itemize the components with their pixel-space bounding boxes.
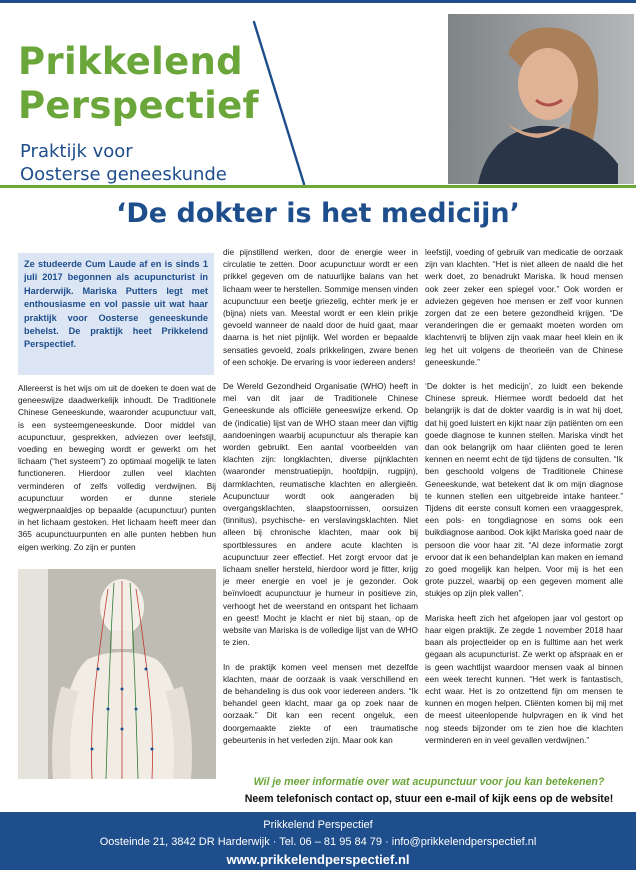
acupuncture-model-photo	[18, 569, 216, 779]
intro-lead: Ze studeerde Cum Laude af en is sinds 1 juli 2017 begonnen als acupuncturist in Harderwijk. Mariska Putters legt met enthousiasme en vol passie uit wat haar praktijk voor Oosterse geneeskunde behelst. De praktijk heet Prikkelend Perspectief.	[18, 253, 214, 375]
column3-paragraph-1: leefstijl, voeding of gebruik van medicatie de oorzaak zijn van klachten. “Het is niet alleen de naald die het werk doet, zo benadrukt Mariska. Ik houd mensen ook zeer zeker een spiegel voor.” Ook worden er adviezen gegeven hoe mensen er zelf voor kunnen zorgen dat ze een betere gezondheid krijgen. “De veranderingen die er gemaakt moeten worden om klachtenvrij te blijven zijn vaak maar heel klein en ik leg het uit volgens de theorieën van de Chinese geneeskunde.”	[425, 247, 623, 367]
logo-subtitle-line1: Praktijk voor	[20, 141, 133, 162]
logo-wordmark-line1: Prikkelend	[18, 40, 243, 83]
article-column-2	[223, 246, 418, 766]
article-column-1	[18, 382, 216, 562]
column3-paragraph-2: ‘De dokter is het medicijn’, zo luidt een bekende Chinese spreuk. Hiermee wordt bedoeld dat het belangrijk is dat de dokter vaardig is in wat hij doet, dat hij goed luistert en kijkt naar zijn patiënten om een goede diagnose te kunnen stellen. Mariska vindt het dan ook belangrijk om haar cliënten goed te leren kennen en neemt echt de tijd tijdens de consulten. “Ik ben geschoold volgens de Traditionele Chinese Geneeskunde, wat betekent dat ik om mijn diagnose te kunnen stellen een uitgebreide intake hanteer.” Tijdens dit eerste consult komen een vraaggesprek, een pols- en tongdiagnose en soms ook een buikdiagnose aanbod. Ook kijkt Mariska goed naar de persoon die voor haar zit. “Al deze informatie zorgt ervoor dat ik een behandelplan kan maken en iemand zo goed mogelijk kan helpen. Voor mij is het een grote puzzel, waarbij op een gegeven moment alle stukjes op zijn plek vallen”.	[425, 381, 623, 599]
needle-icon	[248, 18, 308, 188]
footer-practice-name: Prikkelend Perspectief	[263, 819, 373, 831]
top-rule	[0, 0, 636, 3]
cta-action: Neem telefonisch contact op, stuur een e-mail of kijk eens op de website!	[244, 793, 614, 805]
article-headline: ‘De dokter is het medicijn’	[116, 198, 520, 229]
column1-paragraph-1: Allereerst is het wijs om uit de doeken te doen wat de geneeswijze daadwerkelijk inhoudt. De Traditionele Chinese Geneeskunde, waaronder acupunctuur valt, is een systeemgeneeskunde. Door middel van acupunctuur, gesprekken, adviezen over leefstijl, voeding en beweging wordt er gewerkt om het lichaam (“het systeem”) zo optimaal mogelijk te laten functioneren. Hierdoor zullen veel klachten verminderen of zelfs volledig verdwijnen. Bij acupunctuur worden er dunne steriele wegwerpnaaldjes op bepaalde (acupunctuur) punten in het lichaam gestoken. Het lichaam heeft meer dan 365 acupunctuurpunten en alle punten hebben hun eigen werking. Zo zijn er punten	[18, 383, 216, 552]
column3-paragraph-3: Mariska heeft zich het afgelopen jaar vol gestort op haar eigen praktijk. Ze zegde 1 november 2018 haar baan als projectleider op en is fulltime aan het werk gegaan als acupuncturist. Ze werkt op afspraak en er is geen wachtlijst waardoor mensen vaak al binnen een week terecht kunnen. “Het werk is fantastisch, echt waar. Het is zo ontzettend fijn om mensen te kunnen en mogen helpen. Cliënten komen bij mij met de meest uiteenlopende hulpvragen en ik vind het nog steeds bijzonder om te zien hoe die klachten verminderen en in veel gevallen verdwijnen.”	[425, 612, 623, 745]
column2-paragraph-3: In de praktijk komen veel mensen met dezelfde klachten, maar de oorzaak is vaak verschillend en de behandeling is dus ook voor iedereen anders. “Ik behandel geen klacht, maar ga op zoek naar de oorzaak.” Dit kan een recent ongeluk, een doorgemaakte ziekte of een traumatische gebeurtenis in het verleden zijn. Maar ook kan	[223, 661, 418, 745]
column2-paragraph-1: die pijnstillend werken, door de energie weer in circulatie te zetten. Door acupunctuur wordt er een prikkel gegeven om de natuurlijke balans van het lichaam weer te herstellen. Sommige mensen vinden acupunctuur een beetje griezelig, echter merk je er (bijna) niets van. Meestal wordt er een klein prikje gevoeld wanneer de naald door de huid gaat, maar daarna is het niet pijnlijk. Wel worden er bepaalde sensaties gevoeld, zoals prikkelingen, zware benen of een schokje. De ervaring is voor iedereen anders!	[223, 247, 418, 367]
portrait-photo	[448, 14, 634, 184]
footer-bar	[0, 812, 636, 870]
footer-contact-details: Oosteinde 21, 3842 DR Harderwijk · Tel. 06 – 81 95 84 79 · info@prikkelendperspectief.nl	[99, 836, 537, 848]
logo-subtitle-line2: Oosterse geneeskunde	[20, 164, 227, 185]
article-column-3	[425, 246, 623, 766]
footer-website-link[interactable]: www.prikkelendperspectief.nl	[226, 852, 410, 867]
cta-question: Wil je meer informatie over wat acupunctuur voor jou kan betekenen?	[253, 776, 605, 788]
green-rule	[0, 185, 636, 188]
column2-paragraph-2: De Wereld Gezondheid Organisatie (WHO) heeft in mei van dit jaar de Traditionele Chinese Geneeskunde als officiële geneeswijze erkend. Op de (indicatie) lijst van de WHO staan meer dan vijftig aandoeningen waarbij acupunctuur als therapie kan worden gebruikt. Een aantal voorbeelden van klachten zijn: longklachten, diverse pijnklachten (waaronder menstruatiepijn, hoofdpijn, rugpijn), darmklachten, reumatische klachten en allergieën. Acupunctuur wordt ook aangeraden bij overgangsklachten, slaapstoornissen, oorsuizen (tinnitus), psychische- en verslavingsklachten. Niet alleen bij chronische klachten, maar ook bij sportblessures en andere acute klachten is acupunctuur zeer effectief. Het zorgt ervoor dat je lichaam sneller hersteld, hierdoor word je fitter, krijg je meer energie en voel je je gezonder. Ook beïnvloedt acupunctuur je humeur in positieve zin, verhoogt het de weerstand en ontspant het lichaam en geest! Mocht je klacht er niet bij staan, op de website van Mariska is de volledige lijst van de WHO te zien.	[223, 381, 418, 648]
logo-wordmark-line2: Perspectief	[18, 84, 259, 127]
